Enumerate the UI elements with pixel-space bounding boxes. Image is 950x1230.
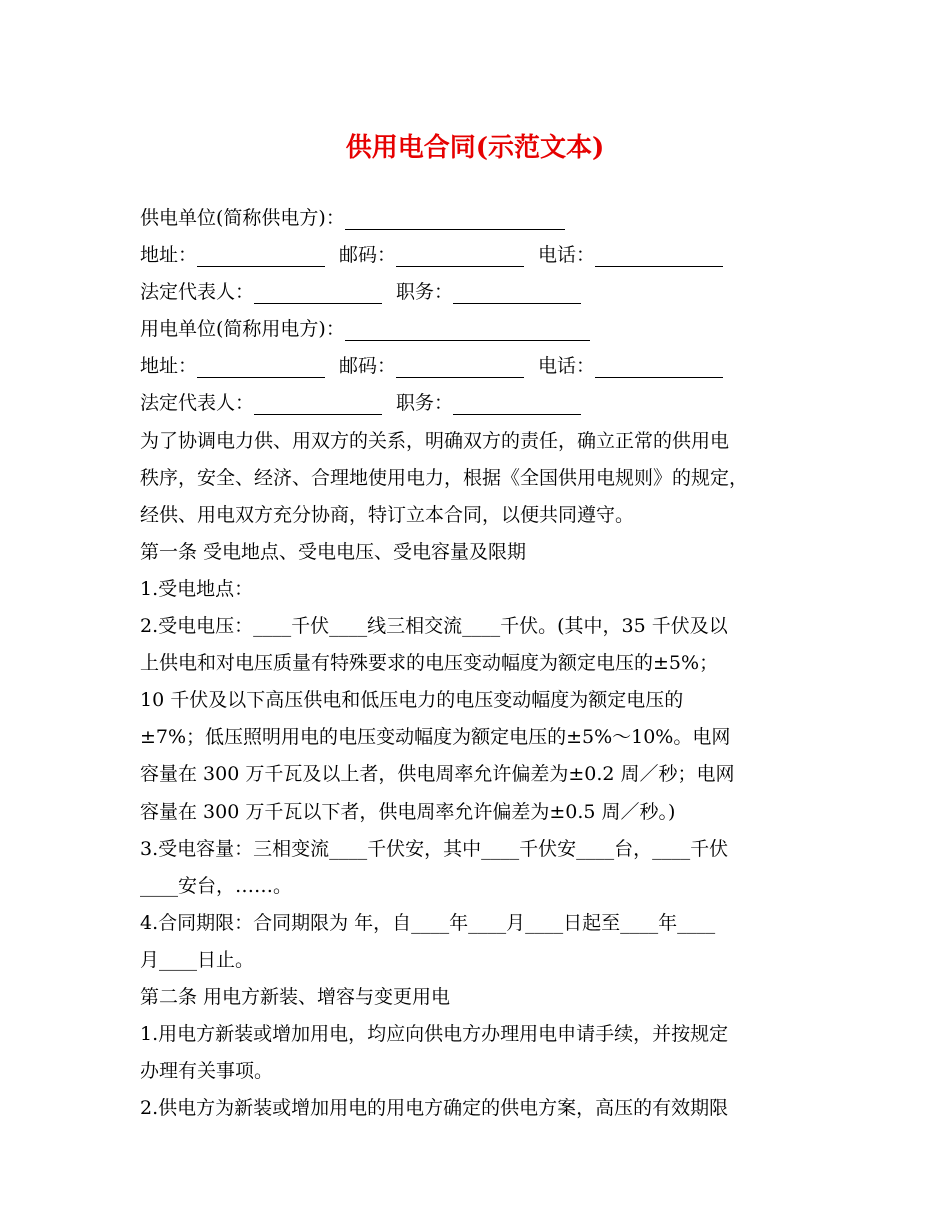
consumer-rep-blank [254, 392, 382, 415]
body-line: 2.供电方为新装或增加用电的用电方确定的供电方案，高压的有效期限 [140, 1097, 729, 1120]
body-line: 1.用电方新装或增加用电，均应向供电方办理用电申请手续，并按规定 [140, 1023, 729, 1046]
consumer-rep-label: 法定代表人： [140, 392, 255, 415]
supplier-postcode-blank [396, 244, 524, 267]
consumer-postcode-label: 邮码： [339, 355, 397, 378]
consumer-unit-blank [345, 318, 590, 341]
supplier-postcode-label: 邮码： [339, 244, 397, 267]
body-line: 上供电和对电压质量有特殊要求的电压变动幅度为额定电压的±5%； [140, 652, 719, 675]
body-line: 办理有关事项。 [140, 1060, 274, 1083]
body-line: 3.受电容量：三相变流____千伏安，其中____千伏安____台，____千伏 [140, 837, 729, 860]
consumer-phone-label: 电话： [538, 355, 596, 378]
body-line: 月____日止。 [140, 948, 255, 971]
supplier-contact-line [140, 237, 820, 274]
supplier-position-label: 职务： [396, 281, 454, 304]
body-line: 4.合同期限：合同期限为 年，自____年____月____日起至____年____ [140, 911, 716, 934]
supplier-rep-line [140, 274, 820, 311]
supplier-unit-blank [345, 207, 565, 230]
body-line: 2.受电电压：____千伏____线三相交流____千伏。(其中，35 千伏及以 [140, 615, 728, 638]
body-line: 容量在 300 万千瓦及以上者，供电周率允许偏差为±0.2 周／秒；电网 [140, 763, 735, 786]
consumer-postcode-blank [396, 355, 524, 378]
supplier-phone-blank [595, 244, 723, 267]
supplier-unit-label: 供电单位(简称供电方)： [140, 207, 345, 229]
body-line: ____安台，……。 [140, 874, 293, 897]
page-title: 供用电合同(示范文本) [345, 133, 605, 163]
article-heading: 第一条 受电地点、受电电压、受电容量及限期 [140, 540, 527, 563]
consumer-contact-line [140, 348, 820, 385]
supplier-address-label: 地址： [140, 244, 198, 267]
body-line: 10 千伏及以下高压供电和低压电力的电压变动幅度为额定电压的 [140, 689, 684, 712]
supplier-position-blank [453, 281, 581, 304]
body-line: 经供、用电双方充分协商，特订立本合同，以便共同遵守。 [140, 503, 635, 526]
consumer-position-blank [453, 392, 581, 415]
body-line: ±7%；低压照明用电的电压变动幅度为额定电压的±5%～10%。电网 [140, 726, 731, 749]
body-line: 1.受电地点： [140, 577, 254, 600]
supplier-unit-line [140, 200, 820, 237]
consumer-phone-blank [595, 355, 723, 378]
consumer-rep-line [140, 385, 820, 422]
article-heading: 第二条 用电方新装、增容与变更用电 [140, 985, 451, 1008]
supplier-rep-label: 法定代表人： [140, 281, 255, 304]
consumer-unit-label: 用电单位(简称用电方)： [140, 318, 345, 341]
consumer-address-blank [197, 355, 325, 378]
consumer-address-label: 地址： [140, 355, 198, 378]
contract-body [140, 200, 820, 1127]
supplier-phone-label: 电话： [538, 244, 596, 267]
body-line: 为了协调电力供、用双方的关系，明确双方的责任，确立正常的供用电 [140, 429, 730, 452]
supplier-rep-blank [254, 281, 382, 304]
consumer-unit-line [140, 311, 820, 348]
body-line: 容量在 300 万千瓦以下者，供电周率允许偏差为±0.5 周／秒。) [140, 800, 676, 823]
consumer-position-label: 职务： [396, 392, 454, 415]
body-line: 秩序，安全、经济、合理地使用电力，根据《全国供用电规则》的规定， [140, 466, 749, 489]
supplier-address-blank [197, 244, 325, 267]
